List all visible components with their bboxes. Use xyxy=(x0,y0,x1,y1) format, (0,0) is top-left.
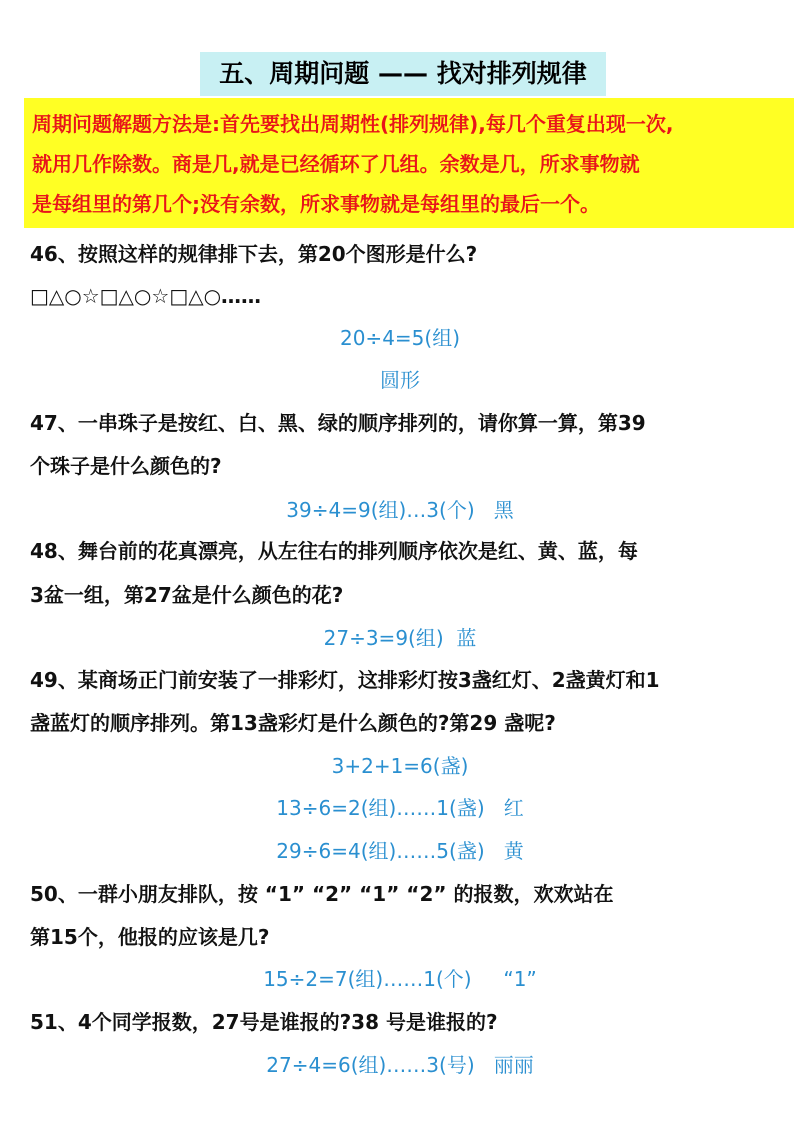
problem-46-shapes: □△○☆□△○☆□△○…… xyxy=(30,284,262,308)
problem-47-text: 个珠子是什么颜色的? xyxy=(30,454,222,478)
problem-50-text: 第15个，他报的应该是几? xyxy=(30,925,270,949)
section-title: 五、周期问题 —— 找对排列规律 xyxy=(200,52,606,96)
method-line: 周期问题解题方法是:首先要找出周期性(排列规律),每几个重复出现一次, xyxy=(32,112,674,136)
problem-47-answer: 39÷4=9(组)…3(个) 黑 xyxy=(286,498,514,522)
problem-48-text: 3盆一组，第27盆是什么颜色的花? xyxy=(30,583,344,607)
problem-50-answer: 15÷2=7(组)……1(个) “1” xyxy=(263,967,537,991)
method-line: 是每组里的第几个;没有余数，所求事物就是每组里的最后一个。 xyxy=(32,192,600,216)
problem-49-answer: 3+2+1=6(盏) xyxy=(331,754,469,778)
method-line: 就用几作除数。商是几,就是已经循环了几组。余数是几，所求事物就 xyxy=(32,152,640,176)
problem-48-text: 48、舞台前的花真漂亮，从左往右的排列顺序依次是红、黄、蓝，每 xyxy=(30,539,638,563)
problem-49-answer: 13÷6=2(组)……1(盏) 红 xyxy=(276,796,524,820)
problem-50-text: 50、一群小朋友排队，按 “1” “2” “1” “2” 的报数，欢欢站在 xyxy=(30,882,614,906)
problem-46-answer: 20÷4=5(组) xyxy=(339,326,461,350)
method-note-box xyxy=(24,98,794,228)
problem-51-text: 51、4个同学报数，27号是谁报的?38 号是谁报的? xyxy=(30,1010,498,1034)
problem-51-answer: 27÷4=6(组)……3(号) 丽丽 xyxy=(266,1053,534,1077)
problem-49-text: 49、某商场正门前安装了一排彩灯，这排彩灯按3盏红灯、2盏黄灯和1 xyxy=(30,668,660,692)
problem-49-answer: 29÷6=4(组)……5(盏) 黄 xyxy=(276,839,524,863)
problem-47-text: 47、一串珠子是按红、白、黑、绿的顺序排列的，请你算一算，第39 xyxy=(30,411,646,435)
problem-46-answer: 圆形 xyxy=(380,368,420,392)
problem-48-answer: 27÷3=9(组) 蓝 xyxy=(323,626,477,650)
problem-46-text: 46、按照这样的规律排下去，第20个图形是什么? xyxy=(30,242,478,266)
problem-49-text: 盏蓝灯的顺序排列。第13盏彩灯是什么颜色的?第29 盏呢? xyxy=(30,711,556,735)
